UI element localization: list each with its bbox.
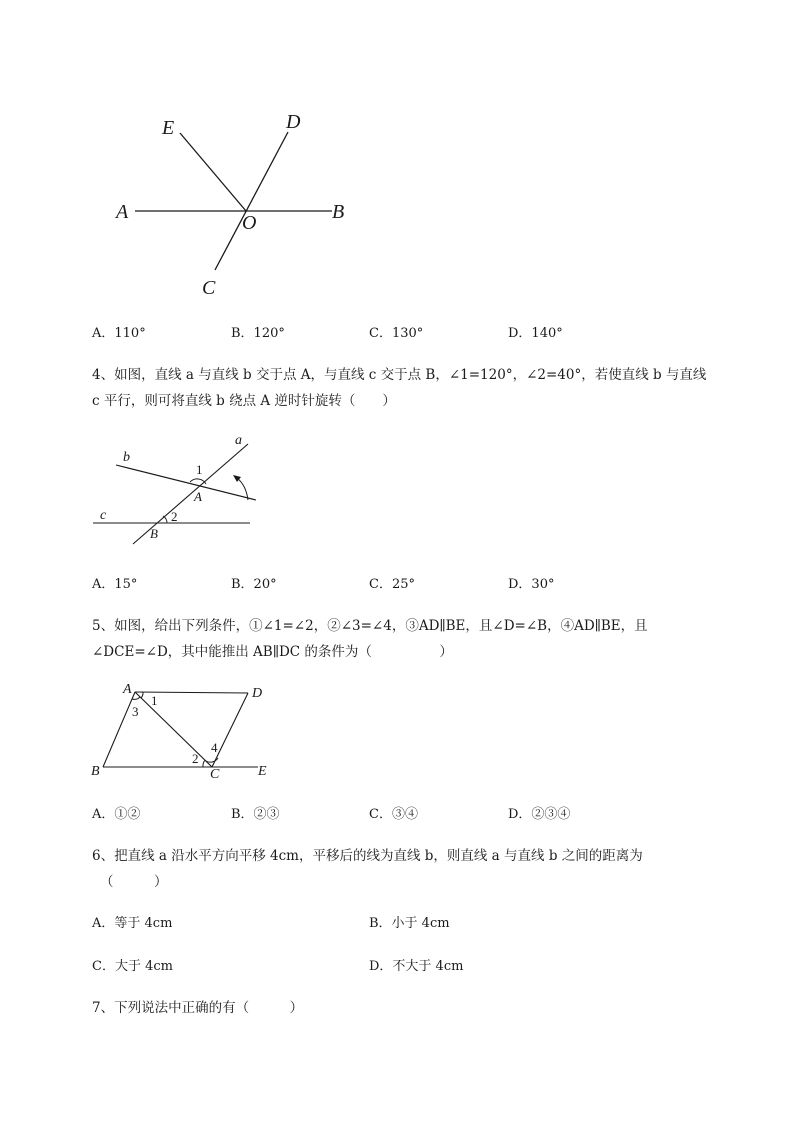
- label-C: C: [202, 277, 216, 299]
- label-D: D: [286, 111, 301, 133]
- label-D: D: [252, 686, 263, 701]
- q7-question-line1: 7、下列说法中正确的有（ ）: [92, 1000, 304, 1016]
- q3-option-a[interactable]: A．110°: [92, 326, 146, 341]
- angle-1-arc: [141, 692, 143, 698]
- q5-question-line2: ∠DCE=∠D，其中能推出 AB∥DC 的条件为（ ）: [92, 644, 453, 660]
- q6-option-a[interactable]: A．等于 4cm: [92, 916, 173, 931]
- label-c: c: [100, 508, 107, 523]
- q5-figure: [88, 678, 278, 783]
- q3-option-c[interactable]: C．130°: [369, 326, 424, 341]
- q4-question-line1: 4、如图，直线 a 与直线 b 交于点 A，与直线 c 交于点 B，∠1=120°，∠2=40°，若使直线 b 与直线: [92, 367, 707, 383]
- q3-figure: [100, 100, 360, 310]
- label-O: O: [242, 212, 257, 234]
- label-B: B: [91, 764, 100, 779]
- label-1: 1: [151, 693, 158, 708]
- q6-option-d[interactable]: D．不大于 4cm: [369, 959, 464, 974]
- q5-option-d[interactable]: D．②③④: [508, 807, 571, 822]
- angle-2-arc: [203, 760, 205, 767]
- label-2: 2: [171, 509, 178, 524]
- label-A: A: [116, 201, 129, 223]
- q6-question-line1: 6、把直线 a 沿水平方向平移 4cm，平移后的线为直线 b，则直线 a 与直线 b 之间的距离为: [92, 848, 643, 864]
- label-1: 1: [196, 462, 203, 477]
- label-B: B: [332, 201, 345, 223]
- label-2: 2: [192, 751, 199, 766]
- label-E: E: [258, 764, 267, 779]
- label-4: 4: [211, 740, 218, 755]
- q6-option-c[interactable]: C．大于 4cm: [92, 959, 173, 974]
- diagonal-AC: [135, 692, 212, 767]
- q3-option-d[interactable]: D．140°: [508, 326, 563, 341]
- label-C: C: [210, 767, 220, 782]
- q3-option-b[interactable]: B．120°: [231, 326, 285, 341]
- side-DC: [212, 693, 248, 767]
- q5-option-b[interactable]: B．②③: [231, 807, 280, 822]
- label-E: E: [162, 117, 175, 139]
- label-3: 3: [132, 704, 139, 719]
- q4-option-a[interactable]: A．15°: [92, 577, 138, 592]
- q4-option-c[interactable]: C．25°: [369, 577, 415, 592]
- q5-option-a[interactable]: A．①②: [92, 807, 141, 822]
- line-OE: [180, 133, 246, 211]
- q6-question-line2: （ ）: [100, 874, 168, 890]
- label-b: b: [123, 450, 130, 465]
- side-AB: [103, 692, 135, 767]
- label-A: A: [194, 489, 202, 504]
- label-a: a: [235, 433, 242, 448]
- line-CD: [215, 132, 288, 270]
- label-A: A: [123, 682, 132, 697]
- q5-option-c[interactable]: C．③④: [369, 807, 418, 822]
- q4-figure: [90, 430, 270, 550]
- q4-option-b[interactable]: B．20°: [231, 577, 277, 592]
- q5-question-line1: 5、如图，给出下列条件，①∠1=∠2，②∠3=∠4，③AD∥BE，且∠D=∠B，④AD∥BE，且: [92, 618, 648, 634]
- q4-option-d[interactable]: D．30°: [508, 577, 555, 592]
- line-b: [116, 465, 256, 500]
- label-B: B: [150, 526, 158, 541]
- q4-question-line2: c 平行，则可将直线 b 绕点 A 逆时针旋转（ ）: [92, 393, 396, 409]
- q6-option-b[interactable]: B．小于 4cm: [369, 916, 450, 931]
